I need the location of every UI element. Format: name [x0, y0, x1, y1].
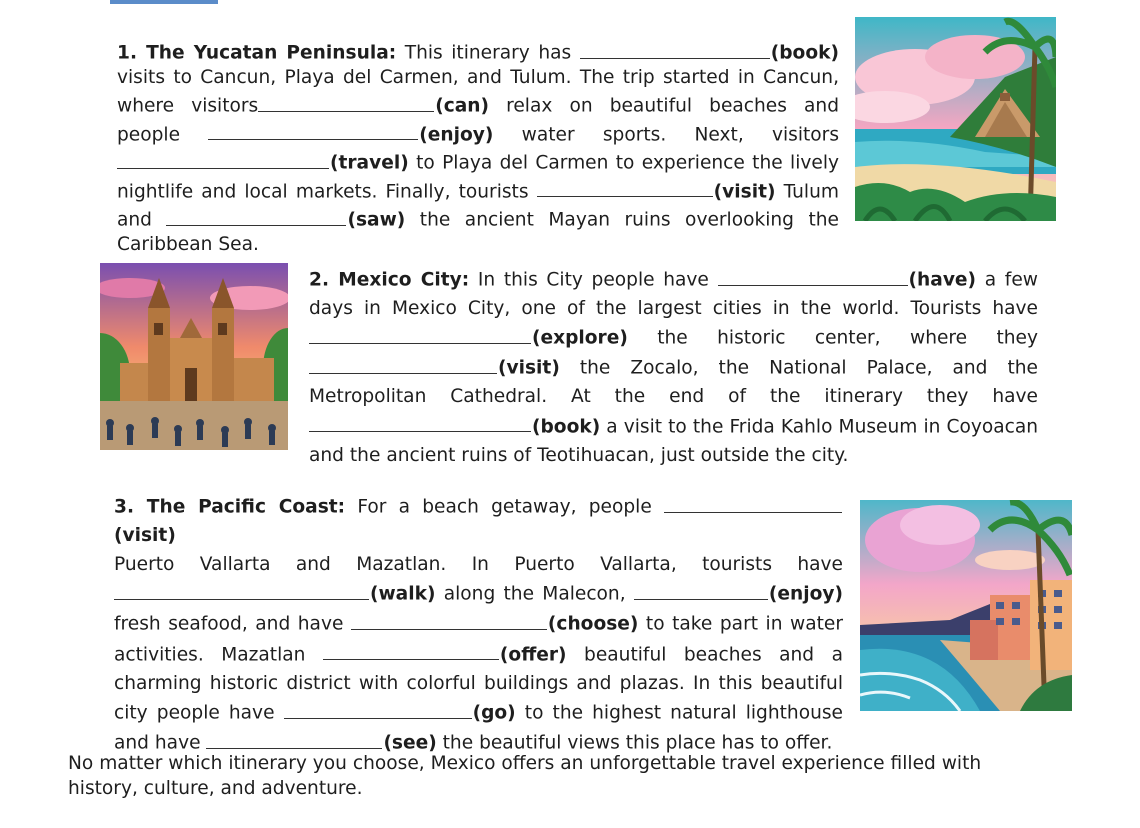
answer-blank[interactable]: [117, 148, 329, 169]
verb-hint: (explore): [532, 327, 628, 349]
verb-hint: (offer): [499, 644, 567, 666]
text-line: [114, 609, 843, 639]
yucatan-beach-pyramid-image: [855, 17, 1056, 221]
verb-hint: (visit): [713, 181, 776, 203]
text-span: beautiful beaches and a: [566, 644, 843, 666]
verb-hint: (book): [532, 416, 601, 438]
text-span: where visitors: [117, 95, 259, 117]
text-line: [117, 205, 839, 233]
text-span: relax on beautiful beaches and: [489, 95, 839, 117]
verb-hint: (enjoy): [419, 124, 494, 146]
answer-blank[interactable]: [580, 38, 770, 59]
section-title: 3. The Pacific Coast:: [114, 496, 346, 518]
text-span: to the highest natural lighthouse: [515, 702, 843, 724]
section-yucatan: [117, 38, 839, 258]
section-mexico-city: [309, 265, 1038, 470]
text-span: fresh seafood, and have: [114, 613, 351, 635]
answer-blank[interactable]: [309, 412, 531, 433]
text-line: [117, 91, 839, 119]
text-span: to take part in water: [638, 613, 843, 635]
top-tab-accent: [110, 0, 218, 4]
answer-blank[interactable]: [537, 177, 713, 198]
answer-blank[interactable]: [309, 353, 497, 374]
verb-hint: (travel): [330, 152, 409, 174]
answer-blank[interactable]: [718, 265, 908, 286]
text-line: [114, 579, 843, 609]
verb-hint: (visit): [114, 525, 176, 547]
text-line: [309, 412, 1038, 442]
text-line: [309, 265, 1038, 295]
text-span: to Playa del Carmen to experience the lively: [408, 152, 839, 174]
answer-blank[interactable]: [664, 492, 842, 513]
answer-blank[interactable]: [166, 205, 346, 226]
answer-blank[interactable]: [309, 323, 531, 344]
closing-line: history, culture, and adventure.: [68, 777, 363, 799]
text-span: For a beach getaway, people: [345, 496, 665, 518]
text-line: visits to Cancun, Playa del Carmen, and Tulum. The trip started in Cancun,: [117, 67, 839, 89]
text-span: a visit to the Frida Kahlo Museum in Coyoacan: [600, 416, 1038, 438]
text-span: and have: [114, 732, 207, 754]
answer-blank[interactable]: [258, 91, 434, 112]
text-span: along the Malecon,: [435, 583, 634, 605]
verb-hint: (enjoy): [768, 583, 843, 605]
text-span: and: [117, 209, 167, 231]
answer-blank[interactable]: [206, 728, 382, 749]
text-span: the ancient Mayan ruins overlooking the: [405, 209, 839, 231]
verb-hint: (choose): [547, 613, 639, 635]
text-line: charming historic district with colorful buildings and plazas. In this beautiful: [114, 672, 843, 694]
text-line: [309, 323, 1038, 353]
answer-blank[interactable]: [114, 579, 369, 600]
text-line: [117, 38, 839, 66]
text-line: Caribbean Sea.: [117, 234, 259, 256]
text-span: water sports. Next, visitors: [493, 124, 840, 146]
verb-hint: (visit): [498, 357, 560, 379]
verb-hint: (see): [383, 732, 437, 754]
text-line: [117, 148, 839, 176]
answer-blank[interactable]: [634, 579, 768, 600]
text-line: [117, 120, 839, 148]
closing-line: No matter which itinerary you choose, Mexico offers an unforgettable travel experience filled with: [68, 753, 982, 774]
verb-hint: (go): [472, 702, 516, 724]
text-line: and the ancient ruins of Teotihuacan, just outside the city.: [309, 444, 849, 466]
text-line: [114, 698, 843, 728]
verb-hint: (saw): [347, 209, 406, 231]
text-line: [114, 492, 843, 551]
text-line: [117, 177, 839, 205]
pacific-coast-beach-image: [860, 500, 1072, 711]
closing-paragraph: [68, 752, 1068, 801]
text-span: the historic center, where they: [627, 327, 1038, 349]
section-pacific-coast: [114, 492, 843, 758]
verb-hint: (can): [435, 95, 490, 117]
text-span: This itinerary has: [404, 42, 580, 64]
text-span: a few: [976, 269, 1038, 291]
section-title: 2. Mexico City:: [309, 269, 470, 291]
text-line: Metropolitan Cathedral. At the end of the itinerary they have: [309, 386, 1038, 408]
verb-hint: (have): [908, 269, 977, 291]
text-span: activities. Mazatlan: [114, 644, 323, 666]
text-span: In this City people have: [469, 269, 718, 291]
answer-blank[interactable]: [351, 609, 547, 630]
section-title: 1. The Yucatan Peninsula:: [117, 42, 397, 64]
answer-blank[interactable]: [284, 698, 472, 719]
verb-hint: (book): [770, 42, 839, 64]
verb-hint: (walk): [370, 583, 436, 605]
text-line: [309, 353, 1038, 383]
mexico-city-cathedral-image: [100, 263, 288, 450]
text-span: the Zocalo, the National Palace, and the: [559, 357, 1038, 379]
answer-blank[interactable]: [323, 640, 499, 661]
text-span: nightlife and local markets. Finally, tourists: [117, 181, 537, 203]
text-line: days in Mexico City, one of the largest cities in the world. Tourists have: [309, 297, 1038, 319]
text-span: Tulum: [775, 181, 839, 203]
text-span: the beautiful views this place has to offer.: [436, 732, 833, 754]
text-span: city people have: [114, 702, 284, 724]
text-span: people: [117, 124, 209, 146]
answer-blank[interactable]: [208, 120, 418, 141]
text-line: Puerto Vallarta and Mazatlan. In Puerto Vallarta, tourists have: [114, 553, 843, 575]
text-line: [114, 640, 843, 670]
